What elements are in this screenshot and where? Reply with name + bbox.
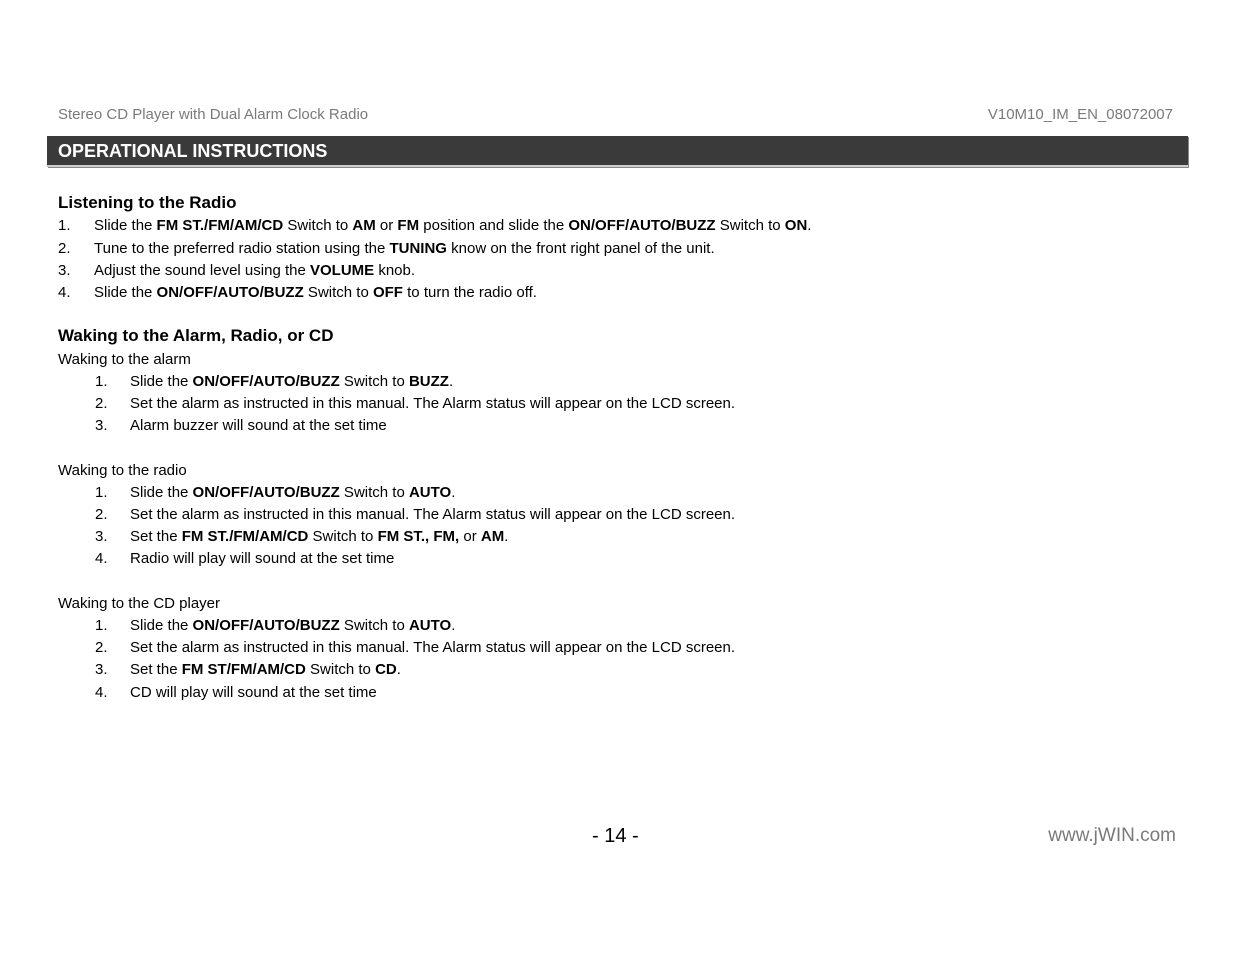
list-text: Alarm buzzer will sound at the set time (130, 417, 387, 434)
list-number: 2. (58, 240, 71, 257)
emphasis-term: FM (397, 217, 420, 234)
list-number: 4. (95, 550, 108, 567)
list-text: Set the alarm as instructed in this manual. The Alarm status will appear on the LCD screen. (130, 506, 736, 523)
list-text: Set the FM ST./FM/AM/CD Switch to FM ST., FM, or AM. (130, 528, 509, 545)
subheading-waking-cd: Waking to the CD player (58, 595, 221, 612)
emphasis-term: TUNING (389, 240, 447, 257)
list-number: 1. (58, 217, 71, 234)
list-text: Set the alarm as instructed in this manual. The Alarm status will appear on the LCD screen. (130, 395, 736, 412)
subheading-waking-radio: Waking to the radio (58, 462, 187, 479)
page-number: - 14 - (592, 825, 639, 847)
list-number: 1. (95, 484, 108, 501)
list-number: 4. (58, 284, 71, 301)
emphasis-term: ON/OFF/AUTO/BUZZ (192, 373, 340, 390)
heading-listening-radio: Listening to the Radio (58, 193, 237, 212)
emphasis-term: AUTO (408, 617, 452, 634)
emphasis-term: AM (352, 217, 376, 234)
emphasis-term: BUZZ (408, 373, 449, 390)
emphasis-term: FM ST./FM/AM/CD (181, 528, 309, 545)
list-number: 2. (95, 506, 108, 523)
list-number: 2. (95, 639, 108, 656)
list-number: 1. (95, 617, 108, 634)
emphasis-term: ON/OFF/AUTO/BUZZ (192, 617, 340, 634)
list-number: 2. (95, 395, 108, 412)
list-text: Set the FM ST/FM/AM/CD Switch to CD. (130, 661, 401, 678)
list-number: 1. (95, 373, 108, 390)
banner-title: OPERATIONAL INSTRUCTIONS (58, 141, 328, 161)
emphasis-term: AUTO (408, 484, 452, 501)
list-text: Slide the ON/OFF/AUTO/BUZZ Switch to OFF to turn the radio off. (94, 284, 537, 301)
footer-website: www.jWIN.com (1048, 825, 1176, 846)
subheading-waking-alarm: Waking to the alarm (58, 351, 191, 368)
list-number: 3. (58, 262, 71, 279)
list-text: Slide the ON/OFF/AUTO/BUZZ Switch to AUTO. (130, 484, 456, 501)
list-number: 3. (95, 661, 108, 678)
section-banner (47, 136, 1188, 167)
list-text: Radio will play will sound at the set time (130, 550, 395, 567)
emphasis-term: FM ST./FM/AM/CD (156, 217, 284, 234)
emphasis-term: ON (784, 217, 808, 234)
list-text: Tune to the preferred radio station using the TUNING know on the front right panel of the unit. (94, 240, 715, 257)
list-number: 3. (95, 528, 108, 545)
emphasis-term: VOLUME (309, 262, 375, 279)
list-text: Adjust the sound level using the VOLUME knob. (94, 262, 416, 279)
emphasis-term: ON/OFF/AUTO/BUZZ (568, 217, 716, 234)
emphasis-term: AM (480, 528, 505, 545)
list-number: 4. (95, 684, 108, 701)
header-product-name: Stereo CD Player with Dual Alarm Clock Radio (58, 106, 369, 123)
list-text: Slide the ON/OFF/AUTO/BUZZ Switch to BUZZ. (130, 373, 454, 390)
list-text: Slide the ON/OFF/AUTO/BUZZ Switch to AUTO. (130, 617, 456, 634)
list-number: 3. (95, 417, 108, 434)
list-text: Set the alarm as instructed in this manual. The Alarm status will appear on the LCD screen. (130, 639, 736, 656)
emphasis-term: ON/OFF/AUTO/BUZZ (156, 284, 304, 301)
emphasis-term: CD (375, 661, 397, 678)
emphasis-term: FM ST., FM, (377, 528, 460, 545)
list-text: Slide the FM ST./FM/AM/CD Switch to AM or FM position and slide the ON/OFF/AUTO/BUZZ Switch to ON. (94, 217, 812, 234)
heading-waking: Waking to the Alarm, Radio, or CD (58, 326, 334, 345)
emphasis-term: OFF (372, 284, 403, 301)
emphasis-term: ON/OFF/AUTO/BUZZ (192, 484, 340, 501)
list-text: CD will play will sound at the set time (130, 684, 377, 701)
header-document-code: V10M10_IM_EN_08072007 (987, 106, 1173, 123)
emphasis-term: FM ST/FM/AM/CD (181, 661, 306, 678)
